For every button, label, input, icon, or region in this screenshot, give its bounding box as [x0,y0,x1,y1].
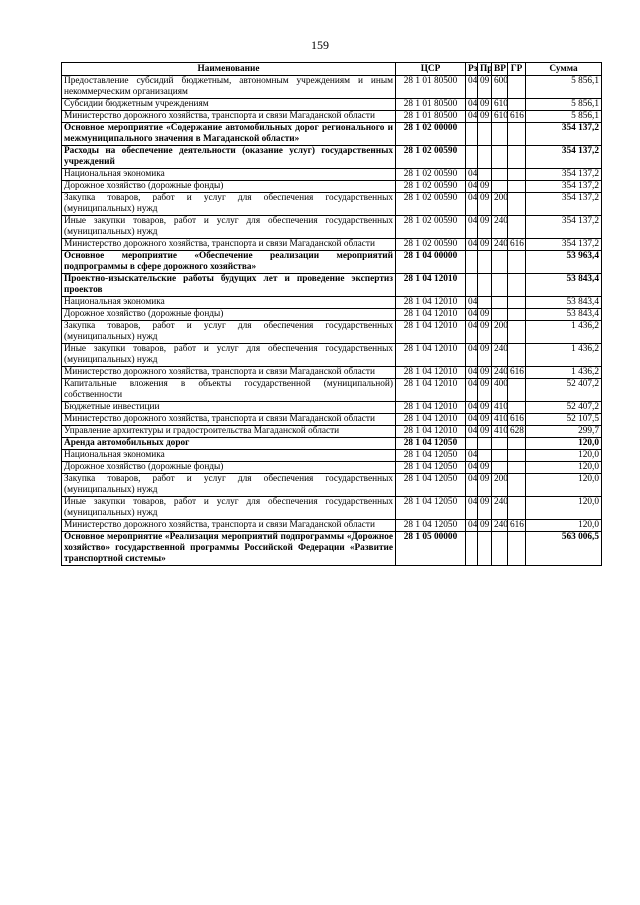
cell-rz: 04 [466,474,478,497]
cell-rz: 04 [466,462,478,474]
cell-sum: 1 436,2 [526,321,602,344]
cell-csr: 28 1 04 12010 [396,297,466,309]
table-row [62,497,602,520]
table-row [62,344,602,367]
cell-vr: 240 [492,367,508,379]
cell-vr: 200 [492,321,508,344]
cell-sum: 299,7 [526,426,602,438]
cell-sum: 5 856,1 [526,99,602,111]
cell-csr: 28 1 02 00590 [396,216,466,239]
cell-name: Иные закупки товаров, работ и услуг для обеспечения государственных (муниципальных) нужд [62,344,396,367]
cell-gr [508,344,526,367]
cell-vr: 200 [492,474,508,497]
cell-pr [478,274,492,297]
table-row [62,367,602,379]
cell-csr: 28 1 05 00000 [396,532,466,566]
cell-sum: 53 843,4 [526,274,602,297]
cell-name: Субсидии бюджетным учреждениям [62,99,396,111]
cell-csr: 28 1 04 12010 [396,379,466,402]
cell-vr: 610 [492,111,508,123]
table-row [62,251,602,274]
cell-name: Национальная экономика [62,297,396,309]
cell-rz: 04 [466,414,478,426]
cell-vr: 200 [492,193,508,216]
cell-sum: 354 137,2 [526,123,602,146]
cell-csr: 28 1 02 00590 [396,146,466,169]
budget-table [61,62,602,566]
cell-gr [508,169,526,181]
cell-csr: 28 1 04 12010 [396,402,466,414]
table-row [62,438,602,450]
cell-gr [508,181,526,193]
cell-pr [478,438,492,450]
page-number: 159 [311,38,329,52]
cell-pr: 09 [478,367,492,379]
cell-name: Основное мероприятие «Реализация мероприятий подпрограммы «Дорожное хозяйство» государственной программы Российской Федерации «Развитие транспортной системы» [62,532,396,566]
cell-sum: 1 436,2 [526,344,602,367]
cell-sum: 354 137,2 [526,193,602,216]
cell-sum: 5 856,1 [526,111,602,123]
cell-pr: 09 [478,379,492,402]
cell-pr: 09 [478,76,492,99]
table-row [62,309,602,321]
cell-vr: 240 [492,239,508,251]
cell-gr [508,438,526,450]
cell-csr: 28 1 04 12050 [396,450,466,462]
cell-sum: 1 436,2 [526,367,602,379]
cell-vr: 240 [492,344,508,367]
cell-sum: 53 843,4 [526,297,602,309]
cell-pr [478,169,492,181]
cell-vr: 400 [492,379,508,402]
cell-vr: 240 [492,520,508,532]
cell-rz [466,532,478,566]
cell-pr: 09 [478,99,492,111]
cell-sum: 563 006,5 [526,532,602,566]
cell-vr [492,297,508,309]
cell-gr [508,402,526,414]
cell-name: Предоставление субсидий бюджетным, автономным учреждениям и иным некоммерческим организациям [62,76,396,99]
cell-sum: 52 107,5 [526,414,602,426]
header-gr: ГР [508,63,526,76]
cell-vr: 410 [492,426,508,438]
cell-pr: 09 [478,344,492,367]
cell-name: Министерство дорожного хозяйства, транспорта и связи Магаданской области [62,239,396,251]
cell-vr: 240 [492,216,508,239]
table-row [62,426,602,438]
cell-rz: 04 [466,402,478,414]
table-row [62,193,602,216]
cell-rz: 04 [466,169,478,181]
cell-gr [508,274,526,297]
cell-pr: 09 [478,414,492,426]
cell-name: Проектно-изыскательские работы будущих лет и проведение экспертиз проектов [62,274,396,297]
cell-pr: 09 [478,321,492,344]
cell-vr: 600 [492,76,508,99]
cell-rz: 04 [466,239,478,251]
cell-csr: 28 1 04 12010 [396,274,466,297]
cell-vr: 410 [492,402,508,414]
cell-pr: 09 [478,474,492,497]
cell-rz: 04 [466,426,478,438]
cell-csr: 28 1 04 12050 [396,497,466,520]
cell-name: Дорожное хозяйство (дорожные фонды) [62,181,396,193]
cell-name: Расходы на обеспечение деятельности (оказание услуг) государственных учреждений [62,146,396,169]
cell-gr [508,474,526,497]
cell-gr [508,462,526,474]
table-row [62,274,602,297]
table-row [62,111,602,123]
cell-rz: 04 [466,111,478,123]
cell-name: Дорожное хозяйство (дорожные фонды) [62,462,396,474]
table-row [62,414,602,426]
cell-sum: 354 137,2 [526,146,602,169]
cell-gr [508,76,526,99]
cell-vr [492,532,508,566]
cell-rz: 04 [466,520,478,532]
cell-rz: 04 [466,216,478,239]
cell-gr [508,450,526,462]
table-row [62,532,602,566]
cell-csr: 28 1 04 12010 [396,344,466,367]
cell-vr: 240 [492,497,508,520]
table-row [62,76,602,99]
cell-vr: 610 [492,99,508,111]
cell-csr: 28 1 02 00590 [396,181,466,193]
cell-gr [508,146,526,169]
cell-pr: 09 [478,497,492,520]
cell-rz: 04 [466,309,478,321]
cell-csr: 28 1 04 12050 [396,438,466,450]
cell-rz: 04 [466,367,478,379]
cell-sum: 354 137,2 [526,239,602,251]
cell-pr: 09 [478,181,492,193]
table-row [62,520,602,532]
cell-rz [466,123,478,146]
cell-vr [492,181,508,193]
header-sum: Сумма [526,63,602,76]
cell-pr: 09 [478,520,492,532]
cell-vr [492,450,508,462]
cell-pr [478,123,492,146]
cell-csr: 28 1 04 12050 [396,474,466,497]
cell-name: Закупка товаров, работ и услуг для обеспечения государственных (муниципальных) нужд [62,321,396,344]
cell-name: Бюджетные инвестиции [62,402,396,414]
cell-csr: 28 1 02 00000 [396,123,466,146]
cell-csr: 28 1 01 80500 [396,76,466,99]
header-rz: Рз [466,63,478,76]
cell-sum: 120,0 [526,474,602,497]
cell-rz [466,251,478,274]
cell-pr: 09 [478,239,492,251]
cell-rz: 04 [466,193,478,216]
cell-csr: 28 1 01 80500 [396,111,466,123]
cell-name: Дорожное хозяйство (дорожные фонды) [62,309,396,321]
cell-csr: 28 1 04 12010 [396,426,466,438]
cell-gr: 616 [508,239,526,251]
cell-csr: 28 1 04 12010 [396,321,466,344]
cell-rz: 04 [466,379,478,402]
cell-csr: 28 1 04 12010 [396,414,466,426]
cell-gr [508,251,526,274]
cell-pr: 09 [478,462,492,474]
cell-pr [478,532,492,566]
table-row [62,462,602,474]
cell-name: Министерство дорожного хозяйства, транспорта и связи Магаданской области [62,367,396,379]
cell-vr [492,169,508,181]
cell-pr: 09 [478,193,492,216]
cell-gr [508,216,526,239]
table-row [62,181,602,193]
cell-rz [466,438,478,450]
cell-vr [492,438,508,450]
cell-sum: 120,0 [526,450,602,462]
cell-sum: 120,0 [526,520,602,532]
cell-rz: 04 [466,497,478,520]
cell-pr: 09 [478,216,492,239]
cell-vr [492,123,508,146]
cell-pr [478,146,492,169]
cell-name: Основное мероприятие «Содержание автомобильных дорог регионального и межмуниципального значения в Магаданской области» [62,123,396,146]
header-csr: ЦСР [396,63,466,76]
cell-vr [492,462,508,474]
table-row [62,99,602,111]
cell-name: Закупка товаров, работ и услуг для обеспечения государственных (муниципальных) нужд [62,193,396,216]
cell-pr: 09 [478,402,492,414]
cell-rz: 04 [466,181,478,193]
cell-csr: 28 1 01 80500 [396,99,466,111]
table-body [62,76,602,566]
table-row [62,146,602,169]
cell-sum: 53 843,4 [526,309,602,321]
cell-gr: 616 [508,414,526,426]
header-vr: ВР [492,63,508,76]
cell-name: Национальная экономика [62,169,396,181]
cell-name: Иные закупки товаров, работ и услуг для обеспечения государственных (муниципальных) нужд [62,216,396,239]
cell-name: Национальная экономика [62,450,396,462]
table-row [62,474,602,497]
cell-vr [492,274,508,297]
cell-name: Аренда автомобильных дорог [62,438,396,450]
table-row [62,239,602,251]
cell-name: Министерство дорожного хозяйства, транспорта и связи Магаданской области [62,520,396,532]
cell-pr [478,297,492,309]
cell-sum: 120,0 [526,497,602,520]
cell-name: Капитальные вложения в объекты государственной (муниципальной) собственности [62,379,396,402]
cell-pr [478,450,492,462]
cell-rz: 04 [466,344,478,367]
cell-gr: 616 [508,520,526,532]
cell-name: Министерство дорожного хозяйства, транспорта и связи Магаданской области [62,414,396,426]
cell-gr [508,193,526,216]
cell-gr: 616 [508,111,526,123]
cell-sum: 354 137,2 [526,216,602,239]
cell-csr: 28 1 04 00000 [396,251,466,274]
cell-pr: 09 [478,426,492,438]
cell-csr: 28 1 04 12050 [396,520,466,532]
cell-rz: 04 [466,321,478,344]
cell-sum: 120,0 [526,462,602,474]
cell-rz: 04 [466,450,478,462]
cell-name: Основное мероприятие «Обеспечение реализации мероприятий подпрограммы в сфере дорожного хозяйства» [62,251,396,274]
cell-vr [492,251,508,274]
cell-csr: 28 1 04 12050 [396,462,466,474]
cell-rz: 04 [466,297,478,309]
cell-rz [466,274,478,297]
cell-sum: 120,0 [526,438,602,450]
table-row [62,321,602,344]
cell-csr: 28 1 04 12010 [396,367,466,379]
cell-rz: 04 [466,76,478,99]
cell-vr: 410 [492,414,508,426]
cell-gr [508,321,526,344]
cell-gr: 616 [508,367,526,379]
cell-gr [508,379,526,402]
cell-name: Иные закупки товаров, работ и услуг для обеспечения государственных (муниципальных) нужд [62,497,396,520]
table-row [62,216,602,239]
cell-pr: 09 [478,111,492,123]
table-row [62,450,602,462]
table-row [62,402,602,414]
cell-sum: 52 407,2 [526,379,602,402]
cell-gr [508,99,526,111]
cell-csr: 28 1 02 00590 [396,239,466,251]
cell-gr [508,309,526,321]
cell-sum: 5 856,1 [526,76,602,99]
cell-csr: 28 1 02 00590 [396,169,466,181]
cell-pr: 09 [478,309,492,321]
cell-csr: 28 1 02 00590 [396,193,466,216]
cell-sum: 354 137,2 [526,181,602,193]
table-header-row [62,63,602,76]
cell-vr [492,146,508,169]
cell-rz [466,146,478,169]
table-row [62,123,602,146]
table-row [62,379,602,402]
cell-rz: 04 [466,99,478,111]
cell-name: Управление архитектуры и градостроительства Магаданской области [62,426,396,438]
cell-gr [508,497,526,520]
cell-gr [508,123,526,146]
cell-sum: 53 963,4 [526,251,602,274]
cell-csr: 28 1 04 12010 [396,309,466,321]
cell-sum: 52 407,2 [526,402,602,414]
header-pr: Пр [478,63,492,76]
cell-pr [478,251,492,274]
cell-sum: 354 137,2 [526,169,602,181]
cell-name: Закупка товаров, работ и услуг для обеспечения государственных (муниципальных) нужд [62,474,396,497]
cell-gr [508,532,526,566]
cell-name: Министерство дорожного хозяйства, транспорта и связи Магаданской области [62,111,396,123]
table-row [62,169,602,181]
cell-gr [508,297,526,309]
header-name: Наименование [62,63,396,76]
table-row [62,297,602,309]
cell-vr [492,309,508,321]
cell-gr: 628 [508,426,526,438]
